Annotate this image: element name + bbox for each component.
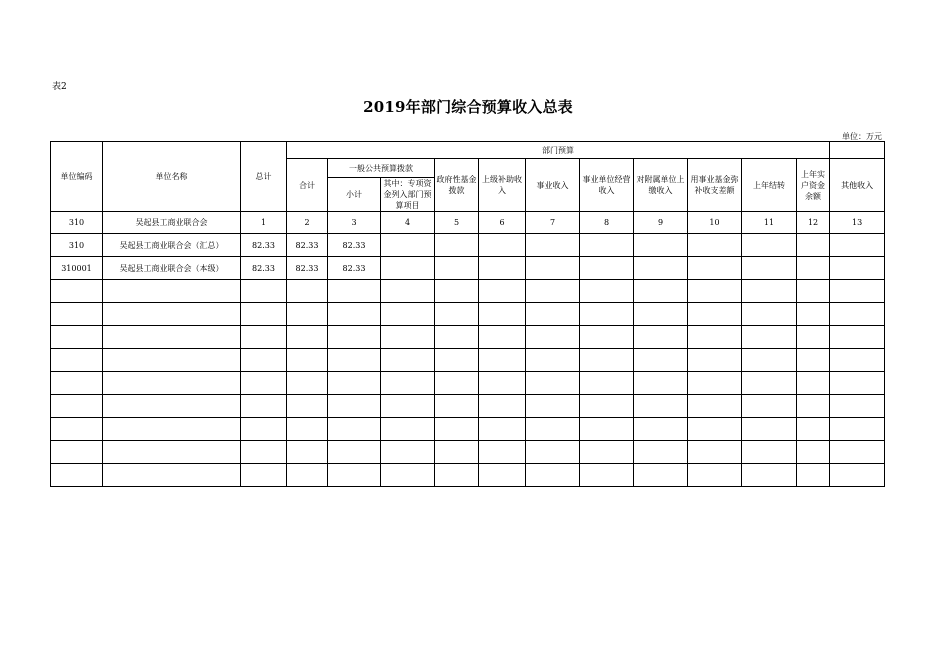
- table-cell: 8: [580, 212, 634, 234]
- table-cell: [241, 349, 287, 372]
- table-cell: [830, 234, 885, 257]
- table-code: 表2: [52, 82, 67, 92]
- table-cell: [103, 395, 241, 418]
- table-cell: [435, 464, 479, 487]
- table-cell: [526, 372, 580, 395]
- table-cell: [287, 280, 328, 303]
- table-cell: [742, 372, 797, 395]
- table-cell: [688, 303, 742, 326]
- table-cell: [51, 303, 103, 326]
- total-cell: 82.33: [241, 257, 287, 280]
- table-cell: [830, 349, 885, 372]
- table-cell: [328, 349, 381, 372]
- table-cell: [381, 326, 435, 349]
- table-cell: [580, 349, 634, 372]
- table-cell: [742, 441, 797, 464]
- table-cell: [103, 464, 241, 487]
- table-cell: 3: [328, 212, 381, 234]
- table-cell: [381, 418, 435, 441]
- table-cell: [103, 280, 241, 303]
- table-cell: [797, 257, 830, 280]
- table-cell: [830, 280, 885, 303]
- table-cell: [742, 257, 797, 280]
- table-cell: [381, 257, 435, 280]
- table-cell: [526, 280, 580, 303]
- gp-subtotal-cell: 82.33: [328, 257, 381, 280]
- header-gov-fund: 政府性基金拨款: [435, 159, 479, 212]
- table-cell: [287, 372, 328, 395]
- table-cell: [435, 418, 479, 441]
- table-cell: [580, 441, 634, 464]
- unit-code-cell: 310: [51, 234, 103, 257]
- table-cell: [742, 280, 797, 303]
- sum-cell: 82.33: [287, 234, 328, 257]
- table-cell: [688, 464, 742, 487]
- table-cell: [797, 372, 830, 395]
- table-cell: [479, 234, 526, 257]
- table-cell: [241, 464, 287, 487]
- budget-table: [50, 141, 885, 487]
- header-operating-income: 事业单位经营收入: [580, 159, 634, 212]
- table-cell: 7: [526, 212, 580, 234]
- table-cell: [287, 349, 328, 372]
- table-cell: [103, 303, 241, 326]
- table-cell: [435, 372, 479, 395]
- table-cell: [580, 418, 634, 441]
- table-cell: [634, 280, 688, 303]
- table-cell: [479, 303, 526, 326]
- table-cell: [797, 441, 830, 464]
- table-cell: [328, 418, 381, 441]
- header-other-income: 其他收入: [830, 159, 885, 212]
- table-cell: [479, 372, 526, 395]
- table-cell: [479, 349, 526, 372]
- table-cell: [830, 395, 885, 418]
- table-cell: [381, 372, 435, 395]
- header-gp-subtotal: 小计: [328, 178, 381, 212]
- unit-name-cell: 吴起县工商业联合会（本级）: [103, 257, 241, 280]
- header-carryover: 上年结转: [742, 159, 797, 212]
- table-cell: [479, 326, 526, 349]
- table-cell: [328, 441, 381, 464]
- table-cell: [51, 464, 103, 487]
- table-cell: [688, 257, 742, 280]
- table-cell: [435, 234, 479, 257]
- table-row: [51, 441, 885, 464]
- table-cell: 4: [381, 212, 435, 234]
- header-business-income: 事业收入: [526, 159, 580, 212]
- table-row: [51, 234, 885, 257]
- table-cell: [287, 441, 328, 464]
- table-cell: [634, 303, 688, 326]
- table-row: [51, 349, 885, 372]
- table-cell: [435, 441, 479, 464]
- table-cell: [688, 372, 742, 395]
- table-cell: [51, 395, 103, 418]
- table-cell: [742, 464, 797, 487]
- table-cell: [479, 464, 526, 487]
- table-cell: [241, 280, 287, 303]
- table-cell: [797, 280, 830, 303]
- table-cell: [103, 326, 241, 349]
- table-cell: [241, 441, 287, 464]
- column-number-row: [51, 212, 885, 234]
- header-fund-balance: 用事业基金弥补收支差额: [688, 159, 742, 212]
- table-cell: [51, 326, 103, 349]
- header-affiliated-income: 对附属单位上缴收入: [634, 159, 688, 212]
- table-cell: [479, 395, 526, 418]
- table-cell: [328, 395, 381, 418]
- unit-name-cell: 吴起县工商业联合会（汇总）: [103, 234, 241, 257]
- empty-rows: [51, 280, 885, 487]
- gp-subtotal-cell: 82.33: [328, 234, 381, 257]
- table-cell: [435, 349, 479, 372]
- table-cell: [51, 372, 103, 395]
- table-cell: [797, 349, 830, 372]
- table-cell: 2: [287, 212, 328, 234]
- table-cell: [381, 234, 435, 257]
- table-cell: [830, 372, 885, 395]
- table-cell: 11: [742, 212, 797, 234]
- table-cell: [688, 349, 742, 372]
- table-cell: [526, 395, 580, 418]
- table-cell: [580, 234, 634, 257]
- header-gp-special: 其中：专项资金列入部门预算项目: [381, 178, 435, 212]
- table-cell: [742, 326, 797, 349]
- table-cell: [103, 372, 241, 395]
- header-prior-balance: 上年实户资金余额: [797, 159, 830, 212]
- table-cell: [830, 257, 885, 280]
- unit-label: 单位：万元: [842, 132, 882, 141]
- table-cell: [688, 280, 742, 303]
- table-cell: [479, 418, 526, 441]
- table-cell: [797, 464, 830, 487]
- table-cell: [526, 257, 580, 280]
- table-row: [51, 418, 885, 441]
- unit-code-cell: 310001: [51, 257, 103, 280]
- table-cell: [103, 441, 241, 464]
- table-cell: [328, 372, 381, 395]
- table-cell: [634, 326, 688, 349]
- table-row: [51, 464, 885, 487]
- table-row: [51, 280, 885, 303]
- table-cell: [634, 395, 688, 418]
- table-cell: [287, 303, 328, 326]
- table-cell: [51, 349, 103, 372]
- table-cell: 6: [479, 212, 526, 234]
- table-cell: [103, 418, 241, 441]
- table-cell: [580, 464, 634, 487]
- header-subtotal-all: 合计: [287, 159, 328, 212]
- table-cell: [241, 326, 287, 349]
- table-cell: [580, 280, 634, 303]
- table-cell: [287, 326, 328, 349]
- table-cell: [51, 280, 103, 303]
- page-title: 2019年部门综合预算收入总表: [363, 98, 573, 116]
- header-general-public: 一般公共预算拨款: [328, 159, 435, 178]
- table-cell: [328, 326, 381, 349]
- table-cell: [51, 418, 103, 441]
- table-cell: 9: [634, 212, 688, 234]
- table-cell: [688, 234, 742, 257]
- table-cell: [103, 349, 241, 372]
- table-cell: [479, 441, 526, 464]
- table-cell: [287, 418, 328, 441]
- table-row: [51, 257, 885, 280]
- table-cell: [526, 234, 580, 257]
- table-cell: [287, 395, 328, 418]
- table-cell: [580, 372, 634, 395]
- table-cell: [688, 418, 742, 441]
- table-cell: [688, 326, 742, 349]
- table-cell: [381, 395, 435, 418]
- table-cell: [742, 349, 797, 372]
- table-cell: [381, 303, 435, 326]
- table-cell: [328, 303, 381, 326]
- table-row: [51, 326, 885, 349]
- table-cell: [634, 234, 688, 257]
- table-cell: [634, 372, 688, 395]
- table-cell: 12: [797, 212, 830, 234]
- table-cell: [688, 441, 742, 464]
- table-row: [51, 395, 885, 418]
- table-cell: [634, 349, 688, 372]
- table-cell: [241, 418, 287, 441]
- table-cell: [830, 441, 885, 464]
- table-cell: [328, 280, 381, 303]
- table-cell: 13: [830, 212, 885, 234]
- table-cell: [381, 349, 435, 372]
- sum-cell: 82.33: [287, 257, 328, 280]
- table-cell: [241, 395, 287, 418]
- table-cell: 1: [241, 212, 287, 234]
- table-cell: [328, 464, 381, 487]
- table-cell: [797, 418, 830, 441]
- table-cell: [797, 326, 830, 349]
- table-cell: [797, 234, 830, 257]
- table-cell: [634, 418, 688, 441]
- table-row: [51, 372, 885, 395]
- header-unit-code: 单位编码: [51, 142, 103, 212]
- table-cell: 10: [688, 212, 742, 234]
- table-cell: 310: [51, 212, 103, 234]
- table-cell: [381, 280, 435, 303]
- header-dept-budget: 部门预算: [287, 142, 830, 159]
- table-cell: [526, 418, 580, 441]
- table-cell: [241, 372, 287, 395]
- header-empty-cell: [830, 142, 885, 159]
- table-cell: [526, 349, 580, 372]
- table-cell: [830, 418, 885, 441]
- table-cell: [435, 257, 479, 280]
- table-cell: [742, 395, 797, 418]
- table-cell: [479, 280, 526, 303]
- table-cell: [742, 303, 797, 326]
- table-cell: [381, 441, 435, 464]
- table-cell: [51, 441, 103, 464]
- table-cell: [688, 395, 742, 418]
- table-cell: [435, 303, 479, 326]
- table-cell: [580, 257, 634, 280]
- table-cell: [241, 303, 287, 326]
- table-cell: [742, 234, 797, 257]
- table-cell: [287, 464, 328, 487]
- table-cell: [435, 326, 479, 349]
- table-cell: 吴起县工商业联合会: [103, 212, 241, 234]
- table-cell: [797, 303, 830, 326]
- table-cell: [580, 326, 634, 349]
- total-cell: 82.33: [241, 234, 287, 257]
- table-cell: [526, 464, 580, 487]
- table-cell: [381, 464, 435, 487]
- table-cell: [526, 441, 580, 464]
- table-cell: [526, 303, 580, 326]
- header-total: 总计: [241, 142, 287, 212]
- table-cell: [435, 395, 479, 418]
- table-cell: [830, 326, 885, 349]
- table-cell: [797, 395, 830, 418]
- table-cell: [634, 257, 688, 280]
- table-cell: [435, 280, 479, 303]
- table-row: [51, 303, 885, 326]
- table-cell: [526, 326, 580, 349]
- table-cell: [580, 395, 634, 418]
- table-cell: [634, 441, 688, 464]
- header-superior-subsidy: 上级补助收入: [479, 159, 526, 212]
- table-cell: [830, 464, 885, 487]
- table-cell: 5: [435, 212, 479, 234]
- table-cell: [634, 464, 688, 487]
- header-unit-name: 单位名称: [103, 142, 241, 212]
- table-cell: [479, 257, 526, 280]
- table-cell: [830, 303, 885, 326]
- table-cell: [580, 303, 634, 326]
- table-cell: [742, 418, 797, 441]
